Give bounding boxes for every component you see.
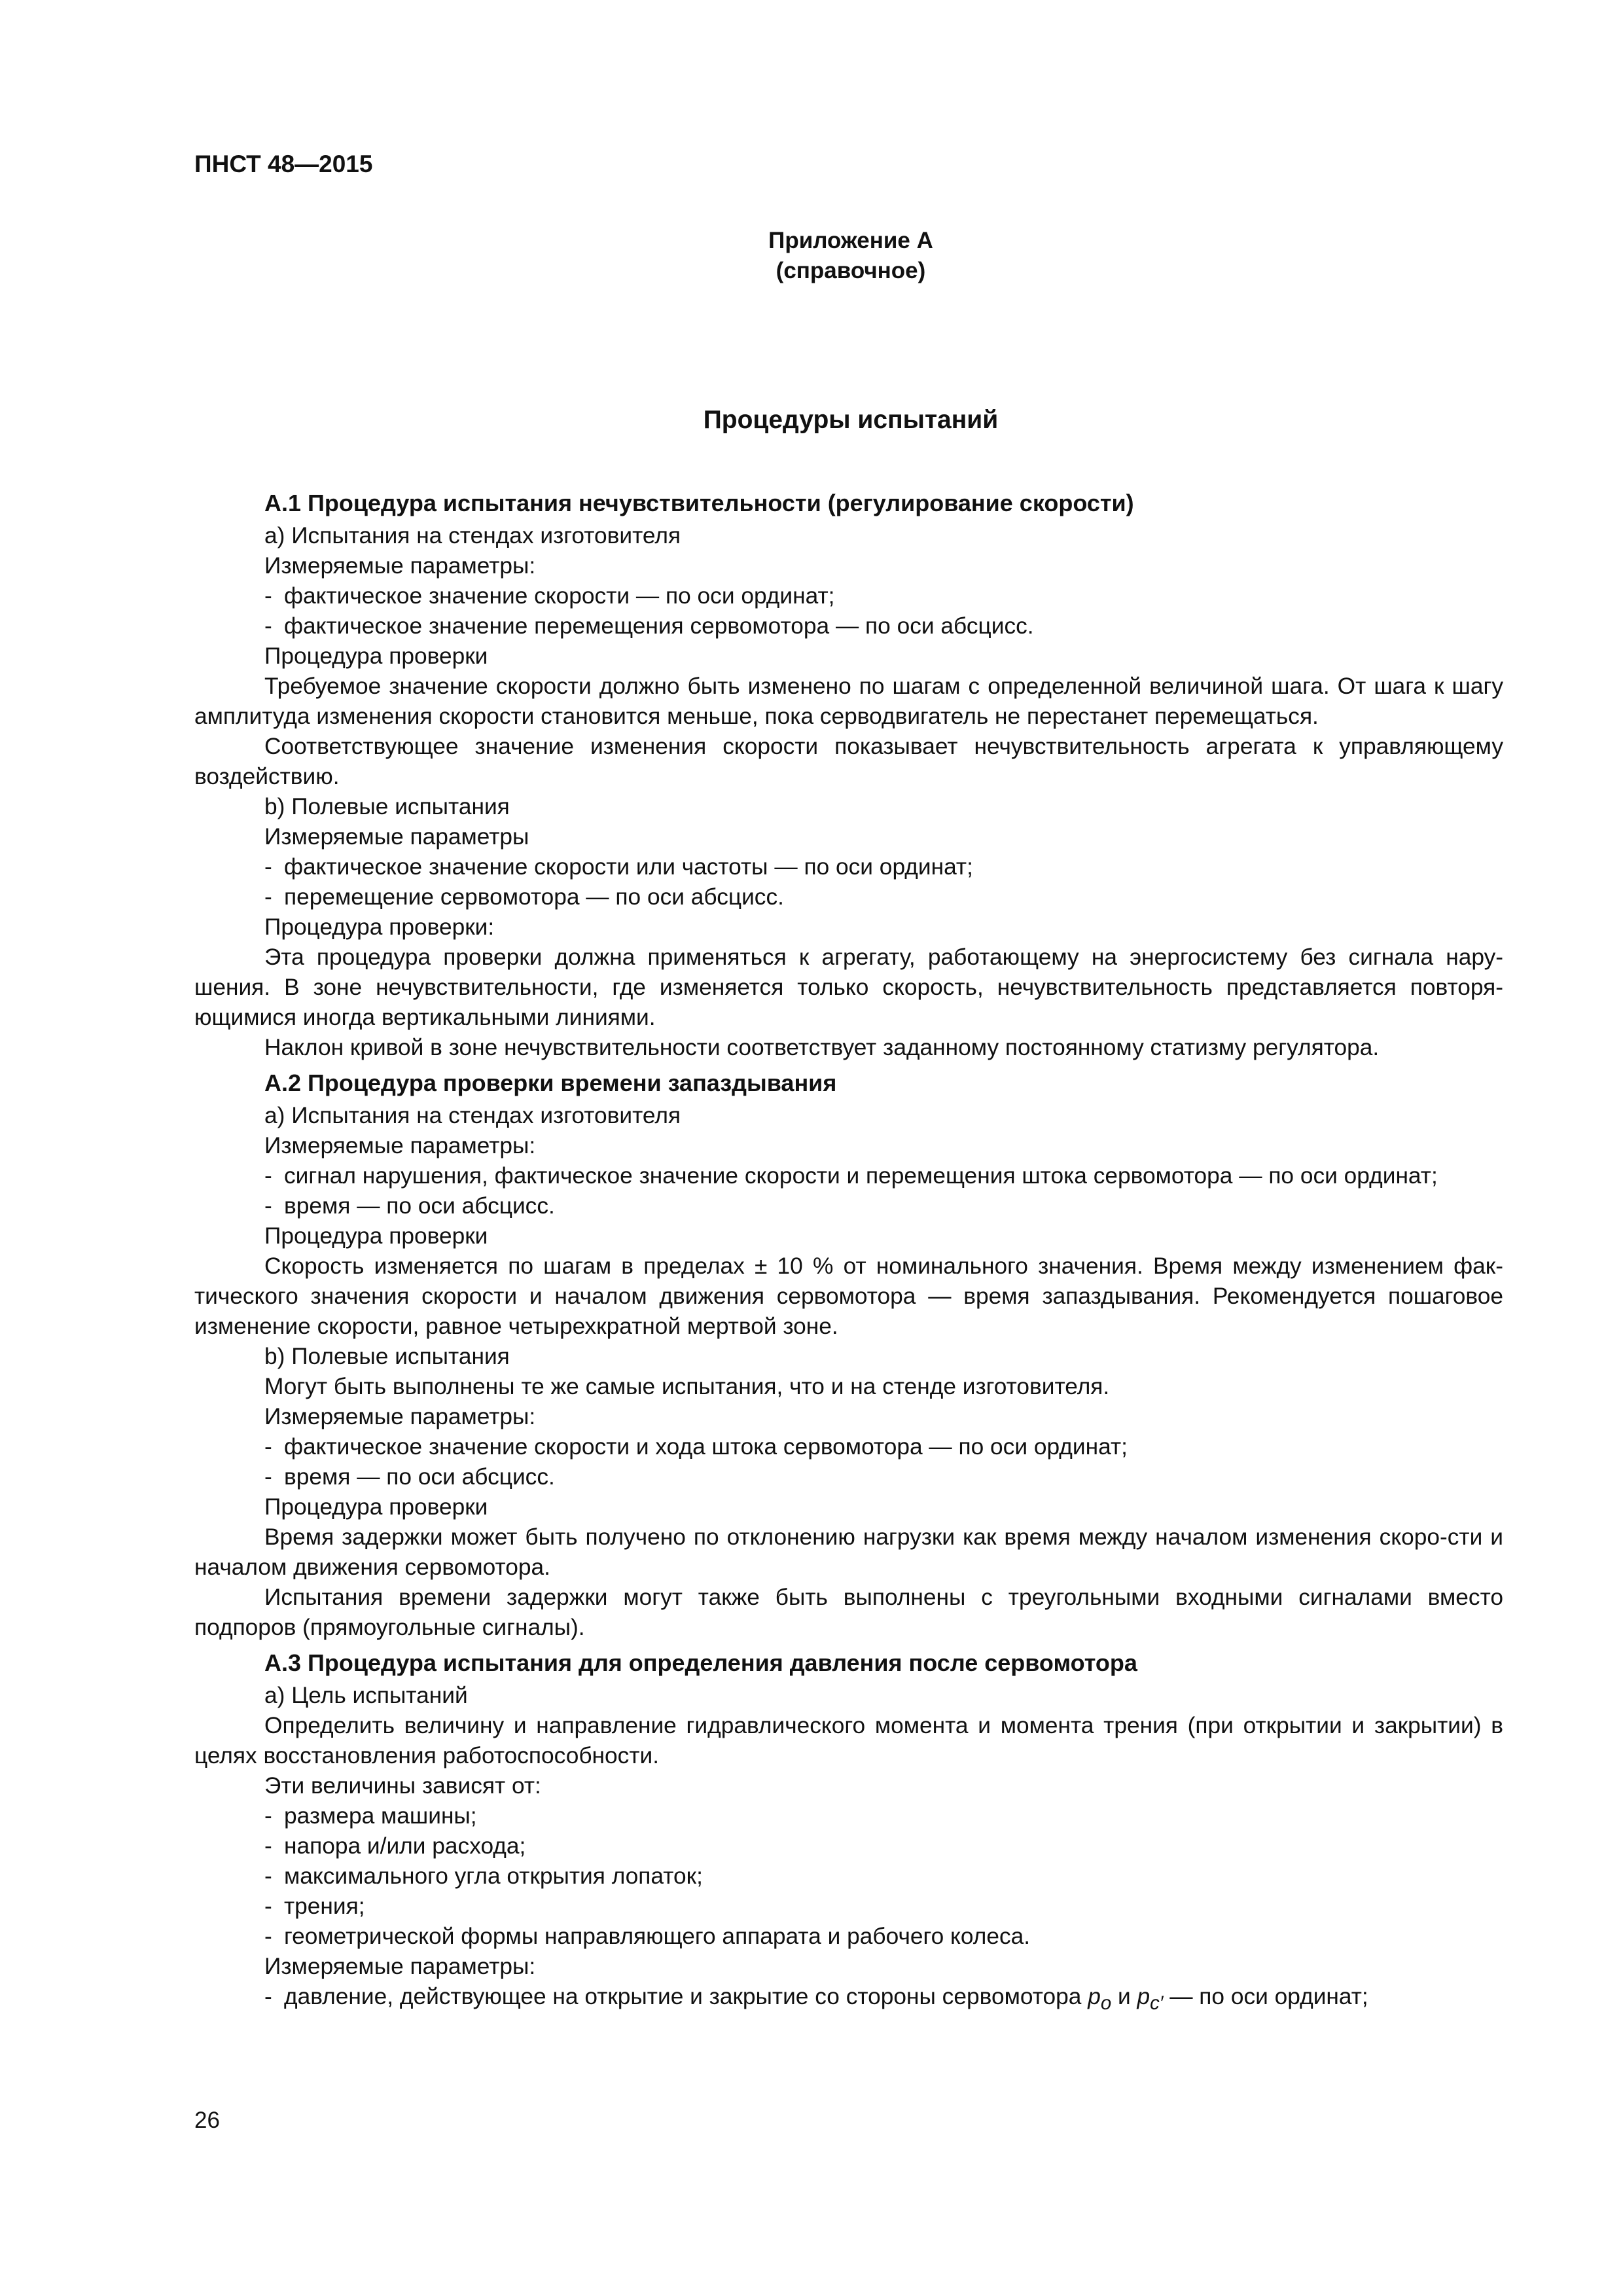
list-item-text-end: — по оси ординат; <box>1169 1984 1368 2009</box>
paragraph: Время задержки может быть получено по отклонению нагрузки как время между началом изменения скоро-сти и началом движения сервомотора. <box>194 1524 1503 1580</box>
pressure-symbol: $p_o$ <box>1088 1984 1112 2015</box>
procedure-label: Процедура проверки <box>264 1494 488 1520</box>
paragraph: Требуемое значение скорости должно быть изменено по шагам с определенной величиной шага. От шага к шагу амплитуда изменения скорости становится меньше, пока серводвигатель не перестанет перемещаться. <box>194 673 1503 729</box>
list-item-text: фактическое значение скорости или частоты — по оси ординат; <box>284 854 973 880</box>
annex-type: (справочное) <box>776 258 926 283</box>
dependencies-list <box>194 1801 1503 1952</box>
list-item-text: размера машины; <box>284 1803 477 1829</box>
pressure-subscript-open: o <box>1100 1992 1112 2015</box>
procedure-label: Процедура проверки <box>264 1223 488 1249</box>
paragraph: Могут быть выполнены те же самые испытания, что и на стенде изготовителя. <box>264 1374 1110 1399</box>
list-item: - фактическое значение скорости — по оси ординат; <box>264 583 835 609</box>
list-item-text: фактическое значение скорости и хода штока сервомотора — по оси ординат; <box>284 1434 1128 1460</box>
subsection-title: b) Полевые испытания <box>264 794 510 819</box>
paragraph: Определить величину и направление гидравлического момента и момента трения (при открытии и закрытии) в целях восстановления работоспособности. <box>194 1713 1503 1768</box>
pressure-subscript-close: c′ <box>1150 1992 1164 2015</box>
list-item-text: фактическое значение перемещения сервомотора — по оси абсцисс. <box>284 613 1034 639</box>
list-item-text: сигнал нарушения, фактическое значение скорости и перемещения штока сервомотора — по оси ординат; <box>284 1163 1438 1189</box>
subsection-title: a) Испытания на стендах изготовителя <box>264 523 681 548</box>
params-list <box>194 1982 1503 2018</box>
params-label: Измеряемые параметры: <box>264 553 536 579</box>
page-number: 26 <box>194 2108 220 2133</box>
section-heading-a3: А.3 Процедура испытания для определения давления после сервомотора <box>264 1649 1137 1676</box>
section-heading-a2: А.2 Процедура проверки времени запаздывания <box>264 1069 837 1096</box>
list-item: - фактическое значение скорости и хода штока сервомотора — по оси ординат; <box>264 1434 1128 1460</box>
list-item: - трения; <box>264 1893 365 1919</box>
document-id: ПНСТ 48—2015 <box>194 151 373 177</box>
list-item: - напора и/или расхода; <box>264 1833 526 1859</box>
procedure-label: Процедура проверки: <box>264 914 495 940</box>
params-list <box>194 852 1503 912</box>
list-item: - давление, действующее на открытие и закрытие со стороны сервомотора $p_o$ и $p_{c'}$ — по оси ординат; <box>264 1984 1368 2015</box>
list-item-text: максимального угла открытия лопаток; <box>284 1863 703 1889</box>
list-item-text: перемещение сервомотора — по оси абсцисс. <box>284 884 784 910</box>
paragraph: Наклон кривой в зоне нечувствительности соответствует заданному постоянному статизму регулятора. <box>264 1035 1380 1060</box>
list-item-text: время — по оси абсцисс. <box>284 1464 555 1490</box>
list-item-text: давление, действующее на открытие и закрытие со стороны сервомотора <box>284 1984 1082 2009</box>
list-item: - размера машины; <box>264 1803 477 1829</box>
list-item-text: время — по оси абсцисс. <box>284 1193 555 1219</box>
paragraph: Скорость изменяется по шагам в пределах ± 10 % от номинального значения. Время между изменением фак-тического значения скорости и началом движения сервомотора — время запаздывания. Рекомендуется пошаговое изменение скорости, равное четырехкратной мертвой зоне. <box>194 1253 1503 1339</box>
dependencies-label: Эти величины зависят от: <box>264 1773 541 1799</box>
list-item: - время — по оси абсцисс. <box>264 1193 555 1219</box>
list-item-text: трения; <box>284 1893 365 1919</box>
list-item: - геометрической формы направляющего аппарата и рабочего колеса. <box>264 1924 1031 1949</box>
params-label: Измеряемые параметры: <box>264 1954 536 1979</box>
paragraph: Эта процедура проверки должна применяться к агрегату, работающему на энергосистему без сигнала нару-шения. В зоне нечувствительности, где изменяется только скорость, нечувствительность представляется повторя-ющимися иногда вертикальными линиями. <box>194 944 1503 1030</box>
list-item-text: фактическое значение скорости — по оси ординат; <box>284 583 835 609</box>
subsection-title: b) Полевые испытания <box>264 1344 510 1369</box>
paragraph: Соответствующее значение изменения скорости показывает нечувствительность агрегата к управляющему воздействию. <box>194 734 1503 789</box>
list-item: - сигнал нарушения, фактическое значение скорости и перемещения штока сервомотора — по оси ординат; <box>264 1163 1438 1189</box>
document-body <box>194 483 1503 2018</box>
list-item: - максимального угла открытия лопаток; <box>264 1863 703 1889</box>
annex-label: Приложение А <box>768 228 933 253</box>
annex-title: Процедуры испытаний <box>703 406 999 434</box>
list-item: - время — по оси абсцисс. <box>264 1464 555 1490</box>
params-label: Измеряемые параметры <box>264 824 529 850</box>
params-label: Измеряемые параметры: <box>264 1133 536 1158</box>
paragraph: Испытания времени задержки могут также быть выполнены с треугольными входными сигналами вместо подпоров (прямоугольные сигналы). <box>194 1585 1503 1640</box>
params-label: Измеряемые параметры: <box>264 1404 536 1429</box>
list-item: - перемещение сервомотора — по оси абсцисс. <box>264 884 784 910</box>
list-item-text: геометрической формы направляющего аппарата и рабочего колеса. <box>284 1924 1031 1949</box>
list-item-text: напора и/или расхода; <box>284 1833 526 1859</box>
conjunction: и <box>1118 1984 1131 2009</box>
subsection-title: a) Цель испытаний <box>264 1683 468 1708</box>
section-heading-a1: А.1 Процедура испытания нечувствительности (регулирование скорости) <box>264 490 1134 516</box>
list-item: - фактическое значение перемещения сервомотора — по оси абсцисс. <box>264 613 1034 639</box>
params-list <box>194 1161 1503 1221</box>
subsection-title: a) Испытания на стендах изготовителя <box>264 1103 681 1128</box>
procedure-label: Процедура проверки <box>264 643 488 669</box>
params-list <box>194 581 1503 641</box>
list-item: - фактическое значение скорости или частоты — по оси ординат; <box>264 854 973 880</box>
params-list <box>194 1432 1503 1492</box>
pressure-symbol: $p_{c'}$ <box>1137 1984 1164 2015</box>
annex-heading <box>654 226 1047 286</box>
